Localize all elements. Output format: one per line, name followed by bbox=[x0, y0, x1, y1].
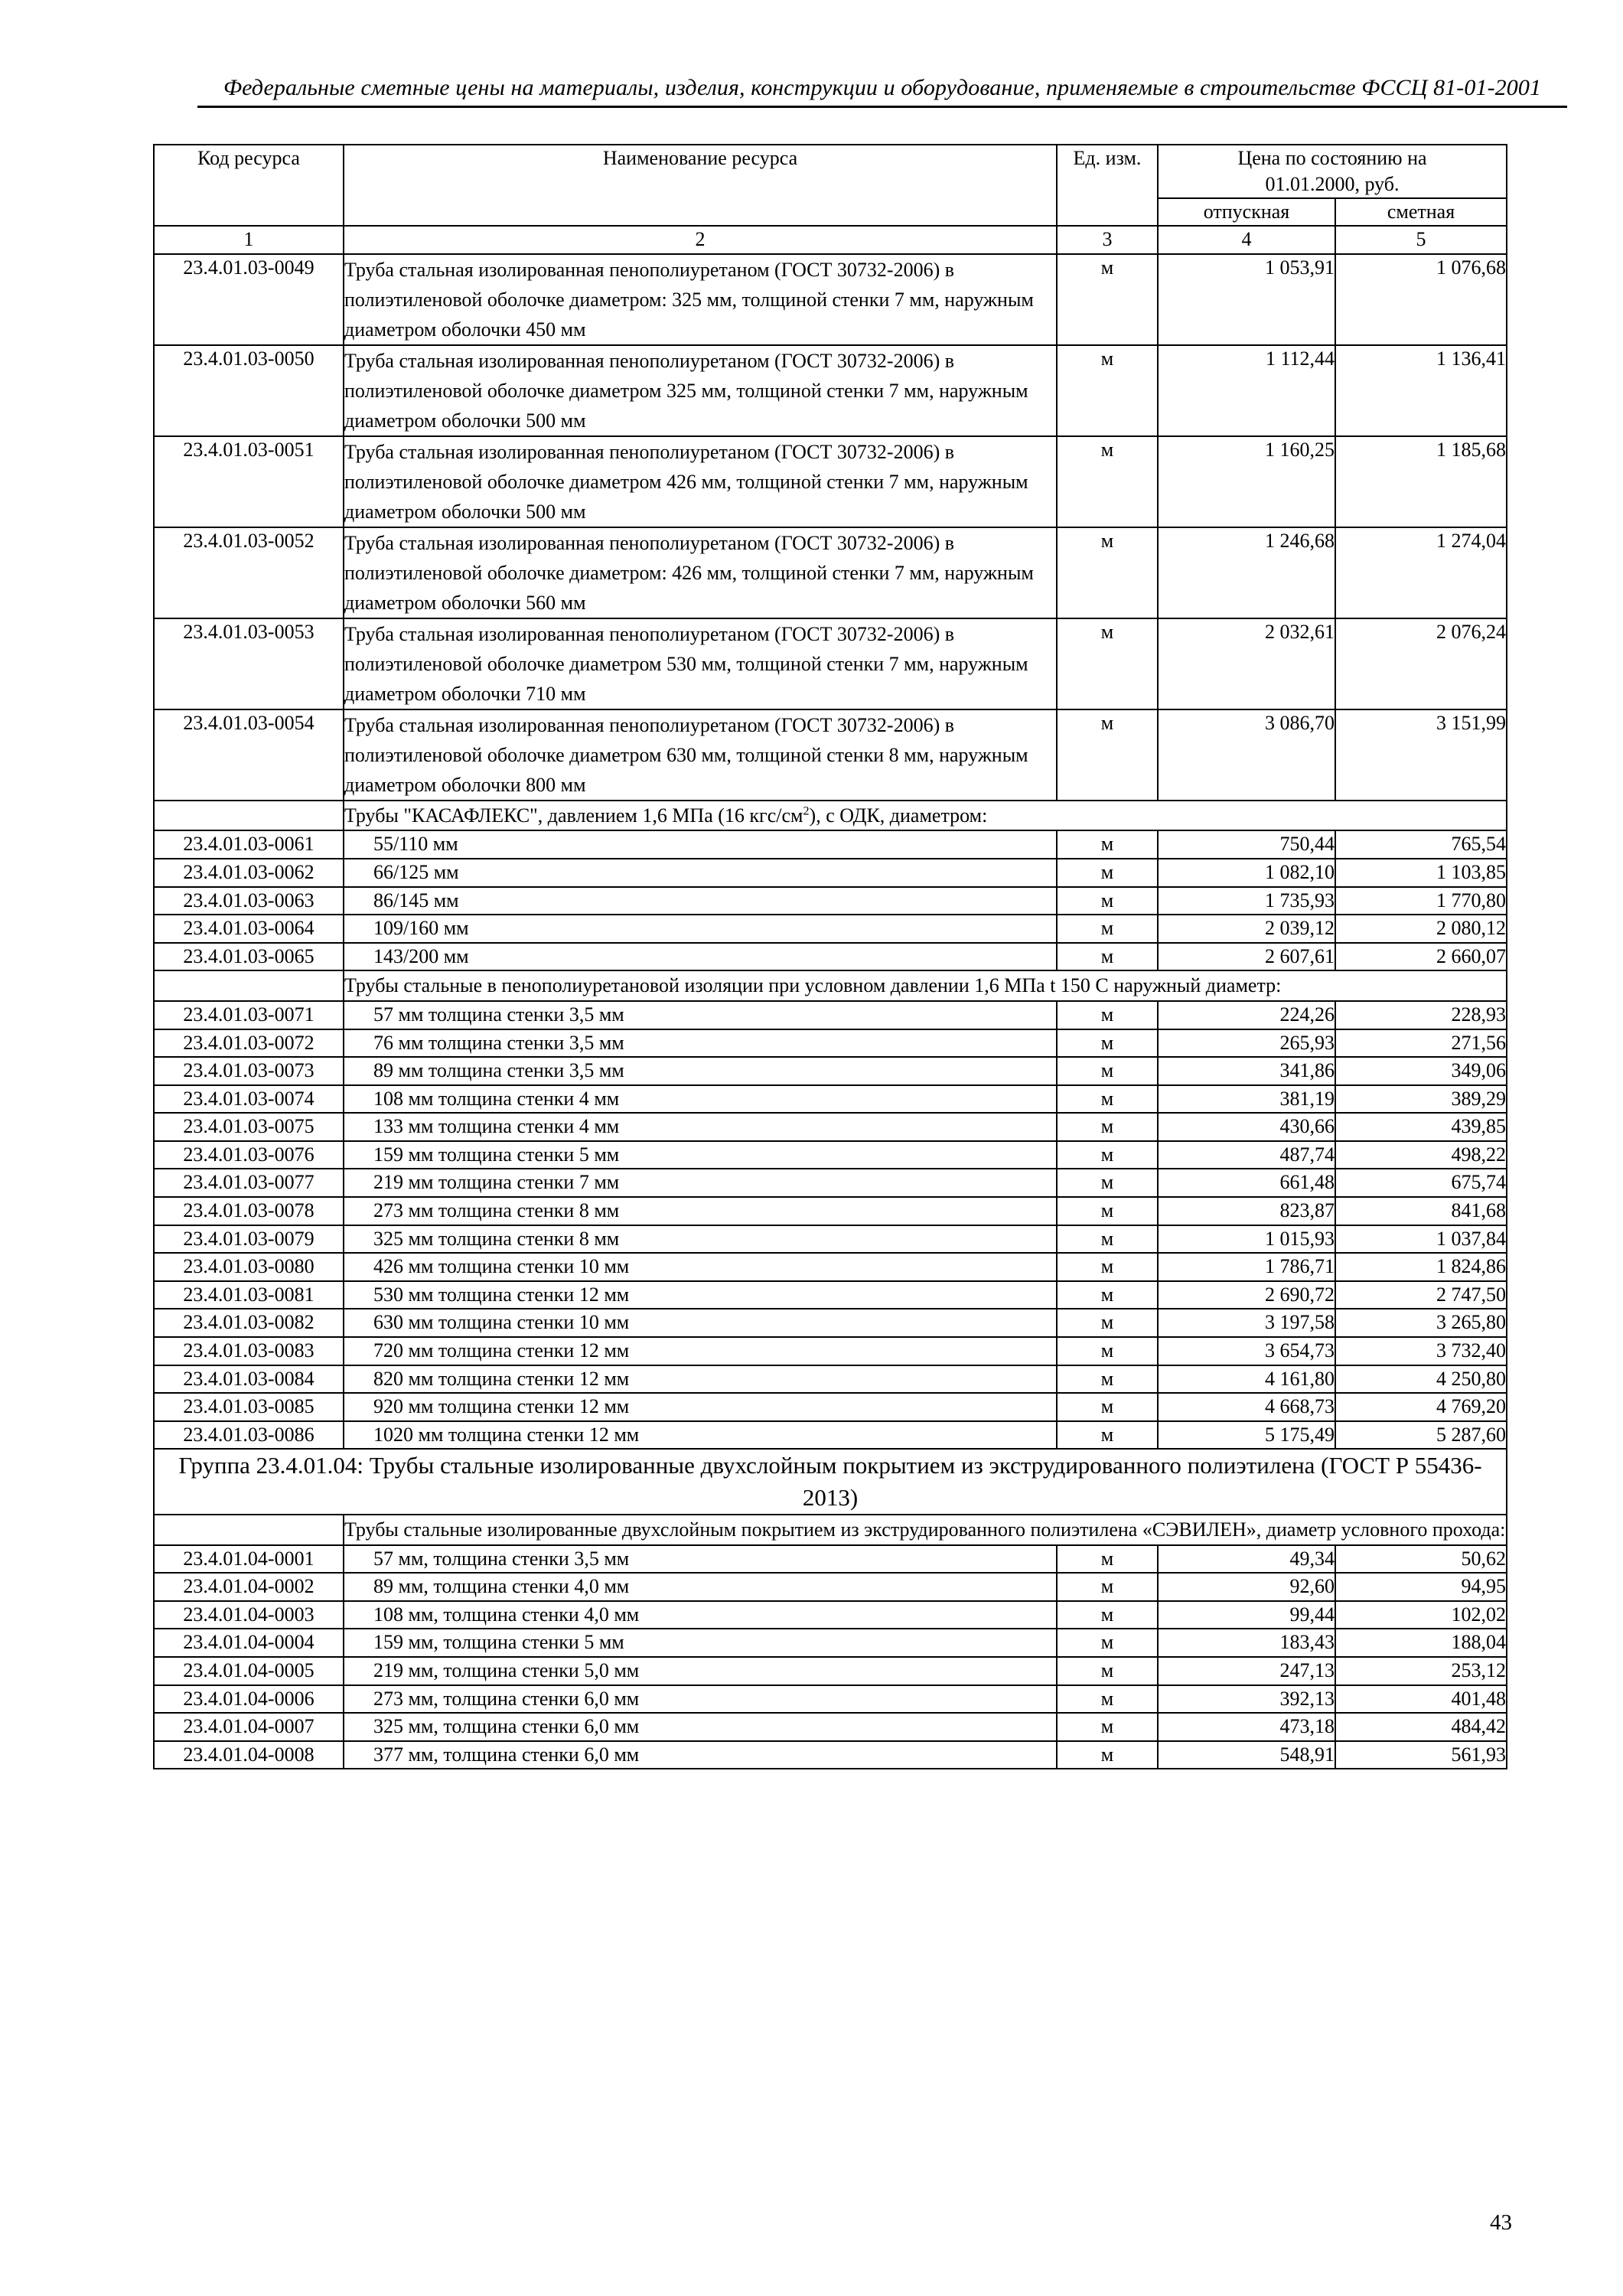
resource-price-table bbox=[153, 144, 1507, 1769]
cell-resource-code: 23.4.01.03-0052 bbox=[154, 527, 344, 618]
cell-resource-code: 23.4.01.03-0084 bbox=[154, 1365, 344, 1394]
cell-price-release: 4 161,80 bbox=[1158, 1365, 1335, 1394]
cell-unit: м bbox=[1057, 527, 1158, 618]
cell-price-estimate: 389,29 bbox=[1335, 1085, 1507, 1114]
cell-unit: м bbox=[1057, 1253, 1158, 1281]
cell-price-release: 2 607,61 bbox=[1158, 943, 1335, 971]
cell-price-estimate: 2 080,12 bbox=[1335, 915, 1507, 943]
cell-price-release: 2 690,72 bbox=[1158, 1281, 1335, 1309]
cell-price-release: 265,93 bbox=[1158, 1029, 1335, 1058]
cell-price-release: 661,48 bbox=[1158, 1169, 1335, 1197]
cell-resource-code: 23.4.01.03-0080 bbox=[154, 1253, 344, 1281]
superscript-exponent: 2 bbox=[803, 804, 810, 818]
table-row bbox=[154, 1141, 1507, 1169]
cell-resource-code: 23.4.01.03-0083 bbox=[154, 1337, 344, 1365]
cell-resource-name: 57 мм толщина стенки 3,5 мм bbox=[344, 1001, 1057, 1029]
table-row bbox=[154, 915, 1507, 943]
cell-price-release: 2 039,12 bbox=[1158, 915, 1335, 943]
cell-resource-name: Труба стальная изолированная пенополиуретаном (ГОСТ 30732-2006) в полиэтиленовой оболочке диаметром: 325 мм, толщиной стенки 7 мм, наружным диаметром оболочки 450 мм bbox=[344, 254, 1057, 345]
table-row bbox=[154, 1601, 1507, 1629]
cell-resource-name: 133 мм толщина стенки 4 мм bbox=[344, 1113, 1057, 1141]
cell-price-estimate: 102,02 bbox=[1335, 1601, 1507, 1629]
cell-unit: м bbox=[1057, 1281, 1158, 1309]
cell-resource-name: 325 мм, толщина стенки 6,0 мм bbox=[344, 1713, 1057, 1741]
cell-resource-code: 23.4.01.03-0071 bbox=[154, 1001, 344, 1029]
price-group-line-2: 01.01.2000, руб. bbox=[1265, 172, 1400, 195]
cell-price-estimate: 2 076,24 bbox=[1335, 618, 1507, 709]
cell-resource-name: 108 мм, толщина стенки 4,0 мм bbox=[344, 1601, 1057, 1629]
cell-resource-name: Труба стальная изолированная пенополиуретаном (ГОСТ 30732-2006) в полиэтиленовой оболочке диаметром 325 мм, толщиной стенки 7 мм, наружным диаметром оболочки 500 мм bbox=[344, 345, 1057, 436]
table-row bbox=[154, 1113, 1507, 1141]
cell-price-release: 1 160,25 bbox=[1158, 436, 1335, 527]
cell-resource-name: 273 мм толщина стенки 8 мм bbox=[344, 1197, 1057, 1225]
cell-unit: м bbox=[1057, 1113, 1158, 1141]
cell-resource-code: 23.4.01.03-0062 bbox=[154, 859, 344, 887]
cell-price-estimate: 188,04 bbox=[1335, 1629, 1507, 1657]
cell-resource-name: 1020 мм толщина стенки 12 мм bbox=[344, 1421, 1057, 1450]
cell-resource-code: 23.4.01.03-0074 bbox=[154, 1085, 344, 1114]
cell-unit: м bbox=[1057, 1337, 1158, 1365]
table-row bbox=[154, 1001, 1507, 1029]
cell-resource-name: 720 мм толщина стенки 12 мм bbox=[344, 1337, 1057, 1365]
cell-resource-code: 23.4.01.03-0050 bbox=[154, 345, 344, 436]
cell-price-estimate: 94,95 bbox=[1335, 1573, 1507, 1601]
table-row bbox=[154, 943, 1507, 971]
cell-resource-code: 23.4.01.04-0006 bbox=[154, 1685, 344, 1714]
cell-resource-code: 23.4.01.03-0073 bbox=[154, 1057, 344, 1085]
cell-price-release: 4 668,73 bbox=[1158, 1393, 1335, 1421]
header-divider bbox=[197, 106, 1567, 108]
cell-price-estimate: 675,74 bbox=[1335, 1169, 1507, 1197]
cell-resource-code: 23.4.01.04-0008 bbox=[154, 1741, 344, 1769]
cell-price-release: 392,13 bbox=[1158, 1685, 1335, 1714]
cell-resource-name: 57 мм, толщина стенки 3,5 мм bbox=[344, 1545, 1057, 1574]
cell-price-estimate: 1 103,85 bbox=[1335, 859, 1507, 887]
cell-resource-code: 23.4.01.04-0007 bbox=[154, 1713, 344, 1741]
cell-unit: м bbox=[1057, 1573, 1158, 1601]
table-head bbox=[154, 145, 1507, 254]
cell-price-estimate: 1 824,86 bbox=[1335, 1253, 1507, 1281]
group-heading-text: Группа 23.4.01.04: Трубы стальные изолированные двухслойным покрытием из экструдированного полиэтилена (ГОСТ Р 55436-2013) bbox=[154, 1449, 1507, 1515]
section-subheading-text: Трубы стальные изолированные двухслойным покрытием из экструдированного полиэтилена «СЭВИЛЕН», диаметр условного прохода: bbox=[344, 1515, 1507, 1545]
cell-price-release: 430,66 bbox=[1158, 1113, 1335, 1141]
cell-unit: м bbox=[1057, 618, 1158, 709]
cell-resource-code: 23.4.01.04-0005 bbox=[154, 1657, 344, 1685]
cell-price-release: 823,87 bbox=[1158, 1197, 1335, 1225]
cell-price-estimate: 498,22 bbox=[1335, 1141, 1507, 1169]
cell-price-release: 247,13 bbox=[1158, 1657, 1335, 1685]
cell-resource-code: 23.4.01.04-0004 bbox=[154, 1629, 344, 1657]
cell-price-release: 473,18 bbox=[1158, 1713, 1335, 1741]
cell-price-estimate: 50,62 bbox=[1335, 1545, 1507, 1574]
cell-price-estimate: 1 185,68 bbox=[1335, 436, 1507, 527]
table-row bbox=[154, 1169, 1507, 1197]
cell-price-estimate: 1 274,04 bbox=[1335, 527, 1507, 618]
cell-resource-name: 426 мм толщина стенки 10 мм bbox=[344, 1253, 1057, 1281]
cell-unit: м bbox=[1057, 1393, 1158, 1421]
table-row bbox=[154, 1545, 1507, 1574]
cell-resource-code: 23.4.01.03-0076 bbox=[154, 1141, 344, 1169]
cell-price-estimate: 484,42 bbox=[1335, 1713, 1507, 1741]
cell-price-estimate: 3 151,99 bbox=[1335, 709, 1507, 801]
cell-resource-code: 23.4.01.03-0053 bbox=[154, 618, 344, 709]
cell-unit: м bbox=[1057, 1629, 1158, 1657]
section-subheading-text: Трубы "КАСАФЛЕКС", давлением 1,6 МПа (16 кгс/$см^2$), с ОДК, диаметром: bbox=[344, 801, 1507, 831]
table-row bbox=[154, 1685, 1507, 1714]
cell-unit: м bbox=[1057, 1001, 1158, 1029]
cell-resource-code: 23.4.01.03-0077 bbox=[154, 1169, 344, 1197]
section-subheading-text: Трубы стальные в пенополиуретановой изоляции при условном давлении 1,6 МПа t 150 С наружный диаметр: bbox=[344, 970, 1507, 1001]
table-row bbox=[154, 1393, 1507, 1421]
cell-resource-code: 23.4.01.03-0082 bbox=[154, 1309, 344, 1337]
cell-resource-code: 23.4.01.03-0072 bbox=[154, 1029, 344, 1058]
cell-price-release: 3 197,58 bbox=[1158, 1309, 1335, 1337]
cell-resource-name: 273 мм, толщина стенки 6,0 мм bbox=[344, 1685, 1057, 1714]
cell-unit: м bbox=[1057, 943, 1158, 971]
cell-price-estimate: 3 265,80 bbox=[1335, 1309, 1507, 1337]
section-subheading-row bbox=[154, 970, 1507, 1001]
cell-resource-name: 820 мм толщина стенки 12 мм bbox=[344, 1365, 1057, 1394]
cell-resource-code: 23.4.01.03-0085 bbox=[154, 1393, 344, 1421]
col-header-name: Наименование ресурса bbox=[344, 145, 1057, 226]
header-row bbox=[154, 145, 1507, 198]
cell-resource-name: 89 мм, толщина стенки 4,0 мм bbox=[344, 1573, 1057, 1601]
cell-unit: м bbox=[1057, 1197, 1158, 1225]
table-row bbox=[154, 830, 1507, 859]
cell-price-estimate: 3 732,40 bbox=[1335, 1337, 1507, 1365]
table-row bbox=[154, 1197, 1507, 1225]
cell-resource-name: 89 мм толщина стенки 3,5 мм bbox=[344, 1057, 1057, 1085]
cell-price-estimate: 349,06 bbox=[1335, 1057, 1507, 1085]
cell-price-release: 381,19 bbox=[1158, 1085, 1335, 1114]
cell-price-release: 1 053,91 bbox=[1158, 254, 1335, 345]
cell-resource-code: 23.4.01.03-0086 bbox=[154, 1421, 344, 1450]
col-header-price-estimate: сметная bbox=[1335, 198, 1507, 227]
table-row bbox=[154, 859, 1507, 887]
table-row bbox=[154, 1225, 1507, 1254]
cell-resource-code: 23.4.01.03-0081 bbox=[154, 1281, 344, 1309]
cell-resource-name: 325 мм толщина стенки 8 мм bbox=[344, 1225, 1057, 1254]
table-row bbox=[154, 1365, 1507, 1394]
cell-resource-code: 23.4.01.03-0063 bbox=[154, 887, 344, 915]
cell-price-release: 1 246,68 bbox=[1158, 527, 1335, 618]
cell-unit: м bbox=[1057, 1225, 1158, 1254]
cell-resource-code: 23.4.01.03-0064 bbox=[154, 915, 344, 943]
cell-price-release: 1 082,10 bbox=[1158, 859, 1335, 887]
group-heading-row bbox=[154, 1449, 1507, 1515]
col-number-2: 2 bbox=[344, 226, 1057, 254]
cell-price-estimate: 1 136,41 bbox=[1335, 345, 1507, 436]
cell-resource-name: Труба стальная изолированная пенополиуретаном (ГОСТ 30732-2006) в полиэтиленовой оболочке диаметром 530 мм, толщиной стенки 7 мм, наружным диаметром оболочки 710 мм bbox=[344, 618, 1057, 709]
cell-price-release: 99,44 bbox=[1158, 1601, 1335, 1629]
cell-price-release: 3 086,70 bbox=[1158, 709, 1335, 801]
cell-unit: м bbox=[1057, 1365, 1158, 1394]
cell-price-estimate: 439,85 bbox=[1335, 1113, 1507, 1141]
cell-resource-code: 23.4.01.03-0049 bbox=[154, 254, 344, 345]
running-header: Федеральные сметные цены на материалы, изделия, конструкции и оборудование, применяемые в строительстве ФССЦ 81-01-2001 bbox=[223, 75, 1542, 100]
cell-price-estimate: 2 747,50 bbox=[1335, 1281, 1507, 1309]
table-row bbox=[154, 1309, 1507, 1337]
col-number-5: 5 bbox=[1335, 226, 1507, 254]
cell-unit: м bbox=[1057, 1421, 1158, 1450]
col-header-price-release: отпускная bbox=[1158, 198, 1335, 227]
cell-unit: м bbox=[1057, 1601, 1158, 1629]
cell-price-estimate: 228,93 bbox=[1335, 1001, 1507, 1029]
cell-price-estimate: 2 660,07 bbox=[1335, 943, 1507, 971]
table-row bbox=[154, 527, 1507, 618]
cell-price-estimate: 1 076,68 bbox=[1335, 254, 1507, 345]
table-row bbox=[154, 436, 1507, 527]
cell-resource-name: 630 мм толщина стенки 10 мм bbox=[344, 1309, 1057, 1337]
cell-price-release: 2 032,61 bbox=[1158, 618, 1335, 709]
table-row bbox=[154, 618, 1507, 709]
table-row bbox=[154, 1281, 1507, 1309]
cell-resource-name: 55/110 мм bbox=[344, 830, 1057, 859]
cell-unit: м bbox=[1057, 436, 1158, 527]
cell-resource-code: 23.4.01.03-0065 bbox=[154, 943, 344, 971]
table-row bbox=[154, 1573, 1507, 1601]
cell-price-release: 341,86 bbox=[1158, 1057, 1335, 1085]
cell-resource-code: 23.4.01.04-0001 bbox=[154, 1545, 344, 1574]
cell-price-estimate: 841,68 bbox=[1335, 1197, 1507, 1225]
cell-price-release: 5 175,49 bbox=[1158, 1421, 1335, 1450]
table-row bbox=[154, 254, 1507, 345]
cell-unit: м bbox=[1057, 254, 1158, 345]
cell-price-release: 92,60 bbox=[1158, 1573, 1335, 1601]
price-group-line-1: Цена по состоянию на bbox=[1237, 147, 1427, 169]
cell-resource-name: Труба стальная изолированная пенополиуретаном (ГОСТ 30732-2006) в полиэтиленовой оболочке диаметром: 426 мм, толщиной стенки 7 мм, наружным диаметром оболочки 560 мм bbox=[344, 527, 1057, 618]
cell-price-estimate: 1 037,84 bbox=[1335, 1225, 1507, 1254]
col-number-4: 4 bbox=[1158, 226, 1335, 254]
cell-resource-name: 219 мм толщина стенки 7 мм bbox=[344, 1169, 1057, 1197]
cell-price-estimate: 401,48 bbox=[1335, 1685, 1507, 1714]
cell-price-release: 1 015,93 bbox=[1158, 1225, 1335, 1254]
cell-resource-name: Труба стальная изолированная пенополиуретаном (ГОСТ 30732-2006) в полиэтиленовой оболочке диаметром 426 мм, толщиной стенки 7 мм, наружным диаметром оболочки 500 мм bbox=[344, 436, 1057, 527]
cell-resource-code bbox=[154, 801, 344, 831]
cell-resource-code: 23.4.01.04-0003 bbox=[154, 1601, 344, 1629]
price-table-container bbox=[153, 144, 1507, 1769]
table-body bbox=[154, 254, 1507, 1769]
cell-price-release: 183,43 bbox=[1158, 1629, 1335, 1657]
table-row bbox=[154, 1253, 1507, 1281]
cell-price-release: 49,34 bbox=[1158, 1545, 1335, 1574]
cell-resource-name: 920 мм толщина стенки 12 мм bbox=[344, 1393, 1057, 1421]
cell-unit: м bbox=[1057, 1141, 1158, 1169]
cell-resource-code: 23.4.01.03-0079 bbox=[154, 1225, 344, 1254]
table-row bbox=[154, 1421, 1507, 1450]
table-row bbox=[154, 1629, 1507, 1657]
cell-price-release: 1 112,44 bbox=[1158, 345, 1335, 436]
cell-resource-name: 159 мм, толщина стенки 5 мм bbox=[344, 1629, 1057, 1657]
col-header-code: Код ресурса bbox=[154, 145, 344, 226]
cell-price-release: 487,74 bbox=[1158, 1141, 1335, 1169]
cell-resource-code: 23.4.01.03-0075 bbox=[154, 1113, 344, 1141]
cell-price-estimate: 5 287,60 bbox=[1335, 1421, 1507, 1450]
cell-unit: м bbox=[1057, 1713, 1158, 1741]
table-row bbox=[154, 1057, 1507, 1085]
column-number-row bbox=[154, 226, 1507, 254]
cell-unit: м bbox=[1057, 1545, 1158, 1574]
cell-resource-code: 23.4.01.03-0051 bbox=[154, 436, 344, 527]
cell-resource-code bbox=[154, 970, 344, 1001]
cell-unit: м bbox=[1057, 915, 1158, 943]
col-header-unit: Ед. изм. bbox=[1057, 145, 1158, 226]
table-row bbox=[154, 1337, 1507, 1365]
cell-price-release: 3 654,73 bbox=[1158, 1337, 1335, 1365]
cell-unit: м bbox=[1057, 1741, 1158, 1769]
table-row bbox=[154, 1713, 1507, 1741]
cell-price-release: 750,44 bbox=[1158, 830, 1335, 859]
cell-unit: м bbox=[1057, 1029, 1158, 1058]
table-row bbox=[154, 709, 1507, 801]
cell-resource-name: 159 мм толщина стенки 5 мм bbox=[344, 1141, 1057, 1169]
cell-unit: м bbox=[1057, 1057, 1158, 1085]
page-number: 43 bbox=[1490, 2210, 1512, 2235]
cell-price-estimate: 765,54 bbox=[1335, 830, 1507, 859]
cell-unit: м bbox=[1057, 830, 1158, 859]
cell-price-estimate: 4 250,80 bbox=[1335, 1365, 1507, 1394]
cell-price-release: 1 735,93 bbox=[1158, 887, 1335, 915]
table-row bbox=[154, 1085, 1507, 1114]
cell-unit: м bbox=[1057, 1657, 1158, 1685]
cell-unit: м bbox=[1057, 887, 1158, 915]
table-row bbox=[154, 887, 1507, 915]
cell-resource-code: 23.4.01.03-0054 bbox=[154, 709, 344, 801]
table-row bbox=[154, 1029, 1507, 1058]
cell-unit: м bbox=[1057, 1685, 1158, 1714]
cell-resource-name: 108 мм толщина стенки 4 мм bbox=[344, 1085, 1057, 1114]
cell-resource-code bbox=[154, 1515, 344, 1545]
cell-resource-name: 76 мм толщина стенки 3,5 мм bbox=[344, 1029, 1057, 1058]
cell-resource-code: 23.4.01.03-0061 bbox=[154, 830, 344, 859]
cell-price-estimate: 271,56 bbox=[1335, 1029, 1507, 1058]
col-number-3: 3 bbox=[1057, 226, 1158, 254]
table-row bbox=[154, 1657, 1507, 1685]
cell-price-estimate: 1 770,80 bbox=[1335, 887, 1507, 915]
cell-unit: м bbox=[1057, 1309, 1158, 1337]
table-row bbox=[154, 1741, 1507, 1769]
cell-price-release: 548,91 bbox=[1158, 1741, 1335, 1769]
col-number-1: 1 bbox=[154, 226, 344, 254]
section-subheading-row bbox=[154, 801, 1507, 831]
col-header-price-group bbox=[1158, 145, 1507, 198]
cell-unit: м bbox=[1057, 345, 1158, 436]
cell-price-estimate: 4 769,20 bbox=[1335, 1393, 1507, 1421]
cell-resource-code: 23.4.01.03-0078 bbox=[154, 1197, 344, 1225]
cell-resource-code: 23.4.01.04-0002 bbox=[154, 1573, 344, 1601]
cell-resource-name: 86/145 мм bbox=[344, 887, 1057, 915]
cell-resource-name: 109/160 мм bbox=[344, 915, 1057, 943]
cell-price-estimate: 561,93 bbox=[1335, 1741, 1507, 1769]
section-subheading-row bbox=[154, 1515, 1507, 1545]
cell-resource-name: 66/125 мм bbox=[344, 859, 1057, 887]
cell-resource-name: 143/200 мм bbox=[344, 943, 1057, 971]
cell-unit: м bbox=[1057, 1085, 1158, 1114]
table-row bbox=[154, 345, 1507, 436]
cell-resource-name: 377 мм, толщина стенки 6,0 мм bbox=[344, 1741, 1057, 1769]
cell-price-estimate: 253,12 bbox=[1335, 1657, 1507, 1685]
cell-resource-name: Труба стальная изолированная пенополиуретаном (ГОСТ 30732-2006) в полиэтиленовой оболочке диаметром 630 мм, толщиной стенки 8 мм, наружным диаметром оболочки 800 мм bbox=[344, 709, 1057, 801]
cell-price-release: 1 786,71 bbox=[1158, 1253, 1335, 1281]
cell-resource-name: 530 мм толщина стенки 12 мм bbox=[344, 1281, 1057, 1309]
cell-price-release: 224,26 bbox=[1158, 1001, 1335, 1029]
cell-unit: м bbox=[1057, 1169, 1158, 1197]
cell-unit: м bbox=[1057, 709, 1158, 801]
cell-unit: м bbox=[1057, 859, 1158, 887]
cell-resource-name: 219 мм, толщина стенки 5,0 мм bbox=[344, 1657, 1057, 1685]
